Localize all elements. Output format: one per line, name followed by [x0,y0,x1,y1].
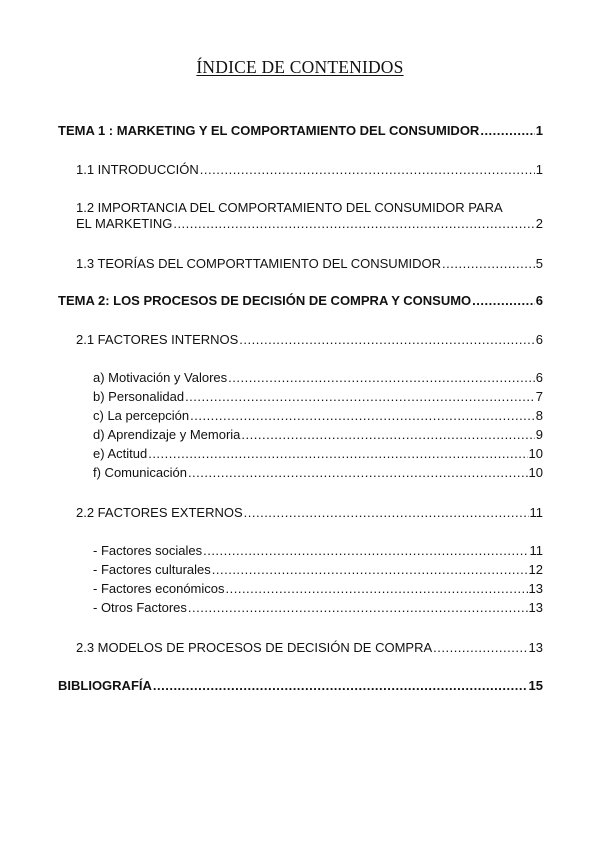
toc-dot-leader [241,427,534,443]
toc-dot-leader [190,408,535,424]
toc-entry-label: TEMA 2: LOS PROCESOS DE DECISIÓN DE COMPRA Y CONSUMO [58,293,472,308]
toc-entry-1-1[interactable] [76,162,543,178]
toc-entry-2-2-2[interactable] [93,562,543,578]
toc-entry-label: b) Personalidad [93,389,185,404]
toc-entry-1-3[interactable] [76,256,543,272]
toc-entry-page: 11 [529,543,543,558]
toc-dot-leader [203,543,528,559]
toc-entry-label: BIBLIOGRAFÍA [58,678,152,693]
toc-entry-label: - Otros Factores [93,600,187,615]
toc-dot-leader [226,581,528,597]
toc-entry-label: TEMA 1 : MARKETING Y EL COMPORTAMIENTO DEL CONSUMIDOR [58,123,480,138]
toc-entry-page: 15 [528,678,543,693]
toc-entry-page: 6 [535,293,543,308]
toc-entry-label: e) Actitud [93,446,148,461]
toc-entry-page: 1 [535,123,543,138]
toc-entry-2-1-a[interactable] [93,370,543,386]
toc-dot-leader [239,332,534,348]
toc-entry-page: 9 [535,427,543,442]
toc-entry-page: 13 [528,640,543,655]
toc-entry-label: 2.1 FACTORES INTERNOS [76,332,239,347]
toc-entry-label: EL MARKETING [76,216,173,231]
toc-entry-label: - Factores culturales [93,562,211,577]
toc-dot-leader [173,216,534,232]
toc-entry-2-1-f[interactable] [93,465,543,481]
toc-dot-leader [433,640,527,656]
toc-dot-leader [200,162,535,178]
toc-entry-2-2-3[interactable] [93,581,543,597]
toc-entry-page: 6 [535,332,543,347]
toc-entry-label: - Factores económicos [93,581,225,596]
toc-entry-label: 1.1 INTRODUCCIÓN [76,162,199,177]
toc-entry-page: 5 [535,256,543,271]
toc-entry-page: 8 [535,408,543,423]
toc-entry-label: a) Motivación y Valores [93,370,228,385]
toc-entry-label: - Factores sociales [93,543,203,558]
toc-entry-page: 2 [535,216,543,231]
toc-entry-2-3[interactable] [76,640,543,656]
toc-entry-page: 6 [535,370,543,385]
toc-dot-leader [188,600,528,616]
toc-dot-leader [212,562,528,578]
toc-dot-leader [148,446,527,462]
toc-entry-tema2[interactable] [58,293,543,309]
toc-entry-label: d) Aprendizaje y Memoria [93,427,241,442]
toc-entry-page: 10 [528,446,543,461]
toc-entry-1-2[interactable] [76,216,543,232]
toc-dot-leader [228,370,535,386]
toc-dot-leader [185,389,535,405]
toc-dot-leader [244,505,529,521]
toc-entry-label: 1.3 TEORÍAS DEL COMPORTTAMIENTO DEL CONSUMIDOR [76,256,442,271]
toc-entry-label: 2.3 MODELOS DE PROCESOS DE DECISIÓN DE COMPRA [76,640,433,655]
toc-entry-page: 12 [528,562,543,577]
toc-dot-leader [442,256,535,272]
toc-entry-label: f) Comunicación [93,465,187,480]
toc-dot-leader [480,123,534,139]
toc-entry-tema1[interactable] [58,123,543,139]
toc-dot-leader [188,465,528,481]
toc-entry-1-2-line1[interactable]: 1.2 IMPORTANCIA DEL COMPORTAMIENTO DEL CONSUMIDOR PARA [76,200,503,215]
toc-entry-2-1-b[interactable] [93,389,543,405]
toc-entry-2-1[interactable] [76,332,543,348]
toc-dot-leader [153,678,528,694]
toc-entry-page: 7 [535,389,543,404]
toc-entry-label: c) La percepción [93,408,190,423]
toc-dot-leader [472,293,535,309]
toc-entry-bibliografia[interactable] [58,678,543,694]
toc-entry-page: 13 [528,581,543,596]
toc-entry-2-2[interactable] [76,505,543,521]
page-title: ÍNDICE DE CONTENIDOS [196,57,404,77]
toc-entry-2-1-c[interactable] [93,408,543,424]
toc-entry-2-1-e[interactable] [93,446,543,462]
toc-entry-page: 11 [529,505,543,520]
toc-entry-page: 10 [528,465,543,480]
toc-entry-page: 1 [535,162,543,177]
toc-entry-page: 13 [528,600,543,615]
toc-entry-2-1-d[interactable] [93,427,543,443]
toc-entry-label: 2.2 FACTORES EXTERNOS [76,505,243,520]
toc-entry-2-2-4[interactable] [93,600,543,616]
toc-entry-2-2-1[interactable] [93,543,543,559]
